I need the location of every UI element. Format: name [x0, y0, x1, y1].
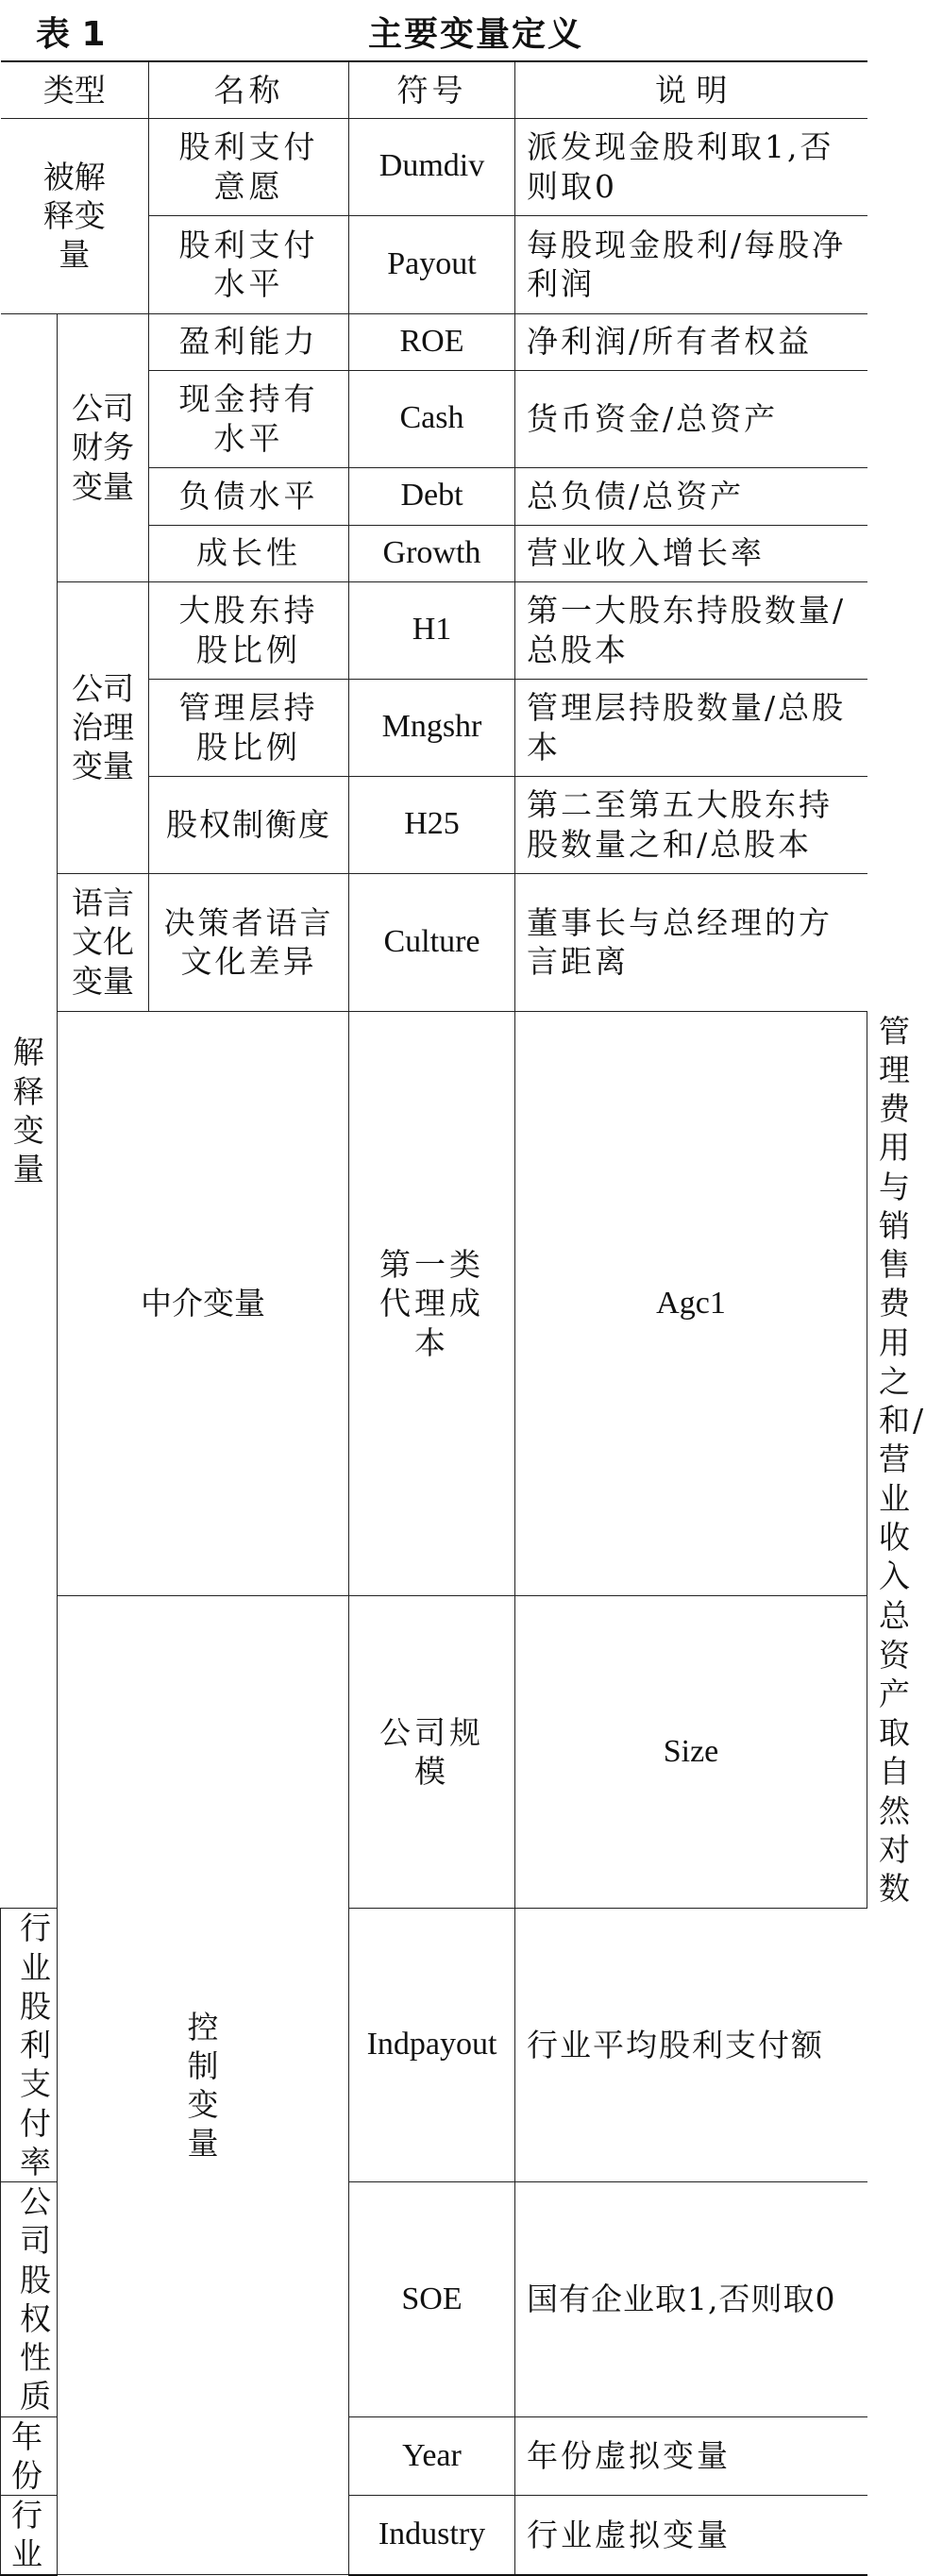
table-row — [1, 313, 867, 370]
variables-table — [0, 60, 926, 2576]
var-desc: 第二至第五大股东持股数量之和/总股本 — [515, 776, 867, 873]
var-name: 现金持有水平 — [149, 370, 349, 467]
group-mediator: 中介变量 — [58, 1011, 349, 1596]
var-symbol: Culture — [349, 873, 515, 1011]
var-name: 行业股利支付率 — [1, 1909, 58, 2182]
var-desc: 第一大股东持股数量/总股本 — [515, 581, 867, 679]
var-name: 年份 — [1, 2416, 58, 2496]
var-desc: 行业虚拟变量 — [515, 2496, 867, 2575]
header-type: 类型 — [1, 61, 149, 118]
var-desc: 国有企业取1,否则取0 — [515, 2182, 867, 2417]
var-symbol: Growth — [349, 525, 515, 581]
header-desc: 说 明 — [515, 61, 867, 118]
var-symbol: ROE — [349, 313, 515, 370]
var-symbol: Year — [349, 2416, 515, 2496]
var-desc: 行业平均股利支付额 — [515, 1909, 867, 2182]
var-name: 第一类代理成本 — [349, 1011, 515, 1596]
var-symbol: H1 — [349, 581, 515, 679]
group-explanatory: 解 释 变 量 — [1, 313, 58, 1909]
table-caption — [0, 0, 918, 60]
var-symbol: Indpayout — [349, 1909, 515, 2182]
var-name: 成长性 — [149, 525, 349, 581]
var-name: 股权制衡度 — [149, 776, 349, 873]
table-row — [1, 873, 867, 1011]
table-title: 主要变量定义 — [368, 15, 584, 54]
table-row — [1, 118, 867, 215]
table-row: 控 制 变 量 公司规模 Size 总资产取自然对数 — [1, 1596, 867, 1909]
var-desc: 营业收入增长率 — [515, 525, 867, 581]
var-symbol: Agc1 — [515, 1011, 867, 1596]
group-language: 语言文化变量 — [58, 873, 149, 1011]
var-symbol: SOE — [349, 2182, 515, 2417]
var-desc: 每股现金股利/每股净利润 — [515, 215, 867, 313]
var-name: 股利支付意愿 — [149, 118, 349, 215]
var-desc: 董事长与总经理的方言距离 — [515, 873, 867, 1011]
var-name: 大股东持股比例 — [149, 581, 349, 679]
table-row: 中介变量 第一类代理成本 Agc1 管理费用与销售费用之和/营业收入 — [1, 1011, 867, 1596]
group-governance: 公司治理变量 — [58, 581, 149, 873]
var-desc: 货币资金/总资产 — [515, 370, 867, 467]
var-desc: 派发现金股利取1,否则取0 — [515, 118, 867, 215]
var-desc: 净利润/所有者权益 — [515, 313, 867, 370]
var-desc: 管理层持股数量/总股本 — [515, 679, 867, 776]
header-name: 名称 — [149, 61, 349, 118]
var-name: 管理层持股比例 — [149, 679, 349, 776]
var-name: 负债水平 — [149, 467, 349, 525]
var-name: 股利支付水平 — [149, 215, 349, 313]
var-symbol: Mngshr — [349, 679, 515, 776]
var-desc: 总负债/总资产 — [515, 467, 867, 525]
var-symbol: Payout — [349, 215, 515, 313]
var-symbol: Dumdiv — [349, 118, 515, 215]
group-control: 控 制 变 量 — [58, 1596, 349, 2575]
var-symbol: Size — [515, 1596, 867, 1909]
group-financial: 公司财务变量 — [58, 313, 149, 581]
var-symbol: Industry — [349, 2496, 515, 2575]
var-name: 行业 — [1, 2496, 58, 2575]
var-symbol: H25 — [349, 776, 515, 873]
group-explained: 被解释变量 — [1, 118, 149, 313]
header-symbol: 符号 — [349, 61, 515, 118]
var-name: 决策者语言文化差异 — [149, 873, 349, 1011]
var-symbol: Debt — [349, 467, 515, 525]
var-symbol: Cash — [349, 370, 515, 467]
table-row — [1, 581, 867, 679]
var-name: 公司规模 — [349, 1596, 515, 1909]
var-desc: 年份虚拟变量 — [515, 2416, 867, 2496]
table-label: 表 1 — [36, 15, 106, 54]
var-name: 公司股权性质 — [1, 2182, 58, 2417]
table-header-row — [1, 61, 867, 118]
var-name: 盈利能力 — [149, 313, 349, 370]
